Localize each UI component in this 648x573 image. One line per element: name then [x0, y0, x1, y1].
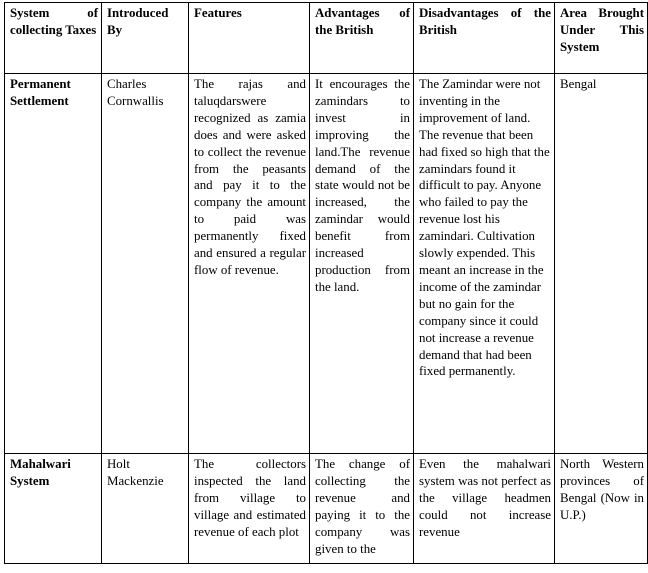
header-features: Features — [189, 3, 310, 74]
row-advantages: The change of collecting the revenue and paying it to the company was given to the — [310, 454, 414, 564]
row-area: Bengal — [555, 74, 648, 454]
table-header-row — [5, 3, 648, 74]
row-system: Mahalwari System — [5, 454, 102, 564]
table-row — [5, 454, 648, 564]
header-area: Area Brought Under This System — [555, 3, 648, 74]
row-system: Permanent Settlement — [5, 74, 102, 454]
row-features: The collectors inspected the land from village to village and estimated revenue of each plot — [189, 454, 310, 564]
tax-systems-table — [4, 2, 648, 564]
row-advantages: It encourages the zamindars to invest in improving the land.The revenue demand of the state would not be increased, the zamindar would benefit from increased production from the land. — [310, 74, 414, 454]
row-introduced-by: Charles Cornwallis — [102, 74, 189, 454]
row-introduced-by: Holt Mackenzie — [102, 454, 189, 564]
header-system: System of collecting Taxes — [5, 3, 102, 74]
header-introduced-by: Introduced By — [102, 3, 189, 74]
table-row — [5, 74, 648, 454]
row-area: North Western provinces of Bengal (Now in U.P.) — [555, 454, 648, 564]
row-disadvantages: Even the mahalwari system was not perfect as the village headmen could not increase revenue — [414, 454, 555, 564]
row-features: The rajas and taluqdarswere recognized as zamia does and were asked to collect the revenue from the peasants and pay it to the company the amount to paid was permanently fixed and ensured a regular flow of revenue. — [189, 74, 310, 454]
header-advantages: Advantages of the British — [310, 3, 414, 74]
row-disadvantages: The Zamindar were not inventing in the improvement of land. The revenue that been had fixed so high that the zamindars found it difficult to pay. Anyone who failed to pay the revenue lost his zamindari. Cultivation slowly expended. This meant an increase in the income of the zamindar but no gain for the company since it could not increase a revenue demand that had been fixed permanently. — [414, 74, 555, 454]
header-disadvantages: Disadvantages of the British — [414, 3, 555, 74]
